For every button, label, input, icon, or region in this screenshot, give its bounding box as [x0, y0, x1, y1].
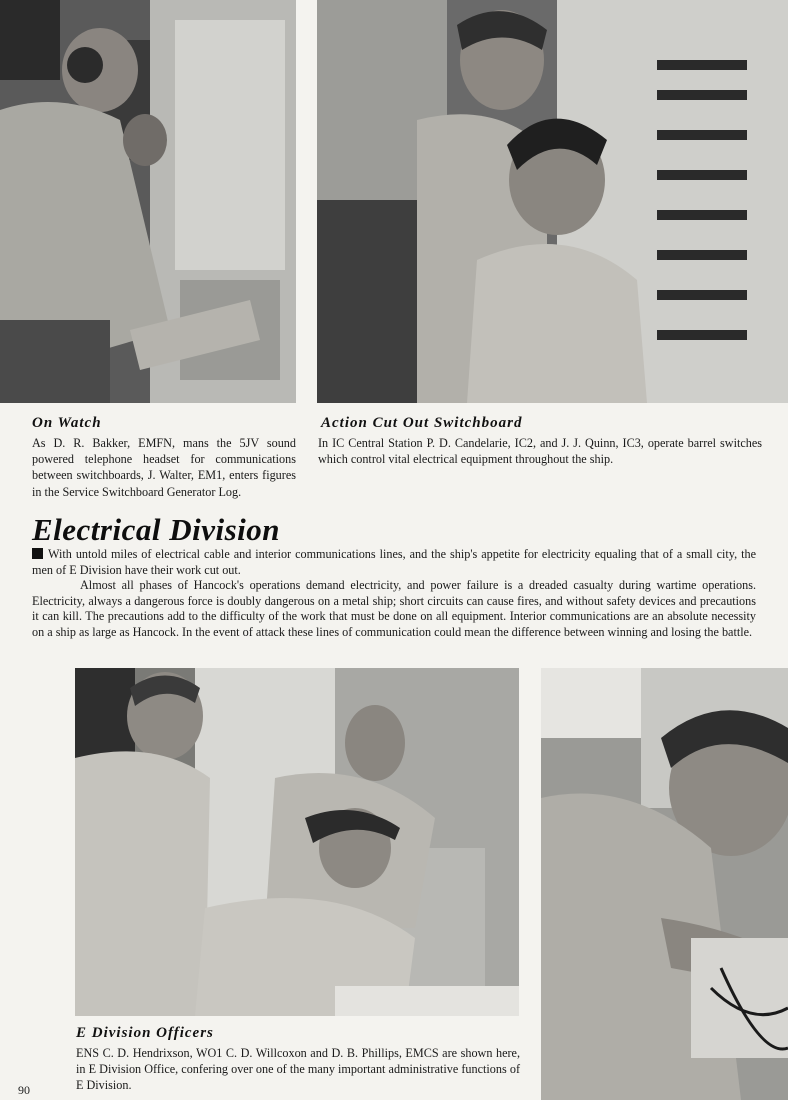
caption-title-officers: E Division Officers [76, 1025, 214, 1041]
photo-switchboard [317, 0, 788, 403]
photo-officers [75, 668, 519, 1016]
photo-on-watch [0, 0, 296, 403]
square-bullet-icon [32, 548, 43, 559]
article-headline: Electrical Division [32, 512, 281, 547]
caption-title-switchboard: Action Cut Out Switchboard [321, 415, 523, 431]
article-paragraph-1 [32, 547, 756, 578]
article-body [32, 547, 756, 641]
article-paragraph-2: Almost all phases of Hancock's operations demand electricity, and power failure is a dreaded casualty during wartime operations. Electricity, always a dangerous force is doubly dangerous on a metal ship; short circuits can cause fires, and without safety devices and precautions it can kill. The precautions add to the difficulty of the work that must be done on all equipment. Interior communications are an absolute necessity on a ship as large as Hancock. In the event of attack these lines of communication could mean the difference between winning and losing the battle. [32, 578, 756, 639]
page-number: 90 [18, 1083, 30, 1097]
caption-text-on-watch: As D. R. Bakker, EMFN, mans the 5JV sound powered telephone headset for communications between switchboards, J. Walter, EM1, enters figures in the Service Switchboard Generator Log. [32, 436, 296, 499]
caption-text-switchboard: In IC Central Station P. D. Candelarie, IC2, and J. J. Quinn, IC3, operate barrel switches which control vital electrical equipment throughout the ship. [318, 436, 762, 467]
caption-title-on-watch: On Watch [32, 415, 102, 431]
article-paragraph-1-text: With untold miles of electrical cable and interior communications lines, and the ship's appetite for electricity equaling that of a small city, the men of E Division have their work cut out. [32, 547, 756, 577]
caption-text-officers: ENS C. D. Hendrixson, WO1 C. D. Willcoxon and D. B. Phillips, EMCS are shown here, in E Division Office, confering over one of the many important administrative functions of E Division. [76, 1046, 520, 1093]
photo-smiling-man [541, 668, 788, 1100]
